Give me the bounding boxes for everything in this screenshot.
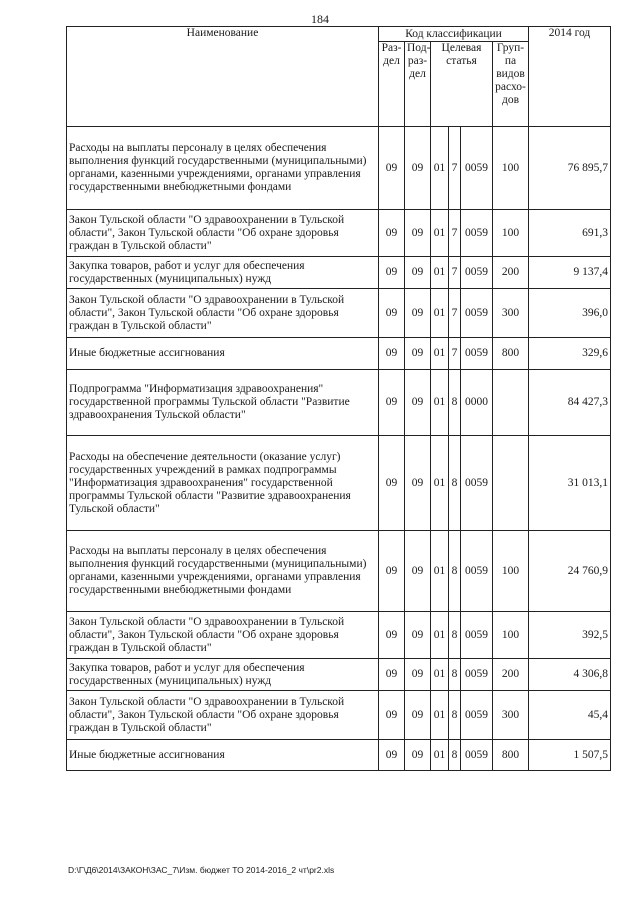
table-row — [67, 659, 611, 691]
row-razdel: 09 — [379, 257, 405, 289]
row-expense-type: 100 — [493, 531, 529, 612]
row-target-part3: 0059 — [461, 691, 493, 740]
row-target-part2: 8 — [449, 370, 461, 436]
row-amount: 76 895,7 — [529, 127, 611, 210]
row-target-part1: 01 — [431, 338, 449, 370]
row-target-part2: 7 — [449, 289, 461, 338]
row-target-part3: 0059 — [461, 257, 493, 289]
table-row — [67, 691, 611, 740]
row-amount: 24 760,9 — [529, 531, 611, 612]
row-podrazdel: 09 — [405, 338, 431, 370]
row-target-part3: 0059 — [461, 659, 493, 691]
row-amount: 691,3 — [529, 210, 611, 257]
row-amount: 45,4 — [529, 691, 611, 740]
row-podrazdel: 09 — [405, 370, 431, 436]
row-target-part1: 01 — [431, 531, 449, 612]
row-podrazdel: 09 — [405, 436, 431, 531]
row-podrazdel: 09 — [405, 210, 431, 257]
row-razdel: 09 — [379, 612, 405, 659]
row-target-part2: 8 — [449, 659, 461, 691]
row-name: Расходы на обеспечение деятельности (оказание услуг) государственных учреждений в рамках подпрограммы "Информатизация здравоохранения" государственной программы Тульской области "Развитие здравоохранения Тульской области" — [67, 436, 379, 531]
row-target-part3: 0059 — [461, 127, 493, 210]
row-podrazdel: 09 — [405, 531, 431, 612]
row-razdel: 09 — [379, 659, 405, 691]
row-expense-type: 100 — [493, 210, 529, 257]
header-expense-group: Груп-па видов расхо-дов — [493, 42, 529, 127]
row-target-part2: 7 — [449, 257, 461, 289]
row-target-part2: 8 — [449, 691, 461, 740]
row-target-part1: 01 — [431, 127, 449, 210]
row-target-part1: 01 — [431, 257, 449, 289]
row-target-part3: 0059 — [461, 740, 493, 771]
row-name: Закон Тульской области "О здравоохранении в Тульской области", Закон Тульской области "Об охране здоровья граждан в Тульской области" — [67, 289, 379, 338]
row-name: Закупка товаров, работ и услуг для обеспечения государственных (муниципальных) нужд — [67, 659, 379, 691]
row-podrazdel: 09 — [405, 289, 431, 338]
row-name: Подпрограмма "Информатизация здравоохранения" государственной программы Тульской области "Развитие здравоохранения Тульской области" — [67, 370, 379, 436]
row-expense-type: 100 — [493, 127, 529, 210]
row-target-part1: 01 — [431, 436, 449, 531]
row-amount: 31 013,1 — [529, 436, 611, 531]
row-name: Иные бюджетные ассигнования — [67, 740, 379, 771]
row-razdel: 09 — [379, 531, 405, 612]
row-expense-type: 100 — [493, 612, 529, 659]
row-expense-type — [493, 436, 529, 531]
row-razdel: 09 — [379, 338, 405, 370]
table-row — [67, 257, 611, 289]
row-target-part1: 01 — [431, 740, 449, 771]
footer-file-path: D:\Г\Д6\2014\ЗАКОН\ЗАС_7\Изм. бюджет ТО 2014-2016_2 чт\pr2.xls — [68, 865, 335, 875]
row-razdel: 09 — [379, 289, 405, 338]
header-year: 2014 год — [529, 27, 611, 127]
table-row — [67, 210, 611, 257]
row-target-part1: 01 — [431, 691, 449, 740]
header-section: Раз-дел — [379, 42, 405, 127]
row-target-part3: 0059 — [461, 289, 493, 338]
row-target-part2: 8 — [449, 740, 461, 771]
row-razdel: 09 — [379, 740, 405, 771]
row-target-part1: 01 — [431, 370, 449, 436]
row-amount: 1 507,5 — [529, 740, 611, 771]
header-classification-code: Код классификации — [379, 27, 529, 42]
row-expense-type: 300 — [493, 289, 529, 338]
row-expense-type: 200 — [493, 659, 529, 691]
row-target-part2: 7 — [449, 210, 461, 257]
row-amount: 396,0 — [529, 289, 611, 338]
row-target-part3: 0059 — [461, 436, 493, 531]
header-name: Наименование — [67, 27, 379, 127]
row-expense-type: 800 — [493, 338, 529, 370]
row-name: Расходы на выплаты персоналу в целях обеспечения выполнения функций государственными (муниципальными) органами, казенными учреждениями, органами управления государственными внебюджетными фондами — [67, 127, 379, 210]
row-amount: 84 427,3 — [529, 370, 611, 436]
row-podrazdel: 09 — [405, 659, 431, 691]
row-target-part3: 0059 — [461, 531, 493, 612]
row-target-part3: 0059 — [461, 210, 493, 257]
row-target-part3: 0059 — [461, 612, 493, 659]
row-target-part1: 01 — [431, 289, 449, 338]
row-name: Закон Тульской области "О здравоохранении в Тульской области", Закон Тульской области "Об охране здоровья граждан в Тульской области" — [67, 691, 379, 740]
row-target-part1: 01 — [431, 210, 449, 257]
row-target-part1: 01 — [431, 612, 449, 659]
row-razdel: 09 — [379, 370, 405, 436]
row-razdel: 09 — [379, 691, 405, 740]
row-expense-type: 200 — [493, 257, 529, 289]
header-target-article: Целевая статья — [431, 42, 493, 127]
row-razdel: 09 — [379, 436, 405, 531]
row-expense-type: 800 — [493, 740, 529, 771]
row-expense-type: 300 — [493, 691, 529, 740]
row-target-part3: 0059 — [461, 338, 493, 370]
row-amount: 9 137,4 — [529, 257, 611, 289]
page-number: 184 — [311, 12, 329, 26]
row-podrazdel: 09 — [405, 612, 431, 659]
row-target-part3: 0000 — [461, 370, 493, 436]
row-name: Расходы на выплаты персоналу в целях обеспечения выполнения функций государственными (муниципальными) органами, казенными учреждениями, органами управления государственными внебюджетными фондами — [67, 531, 379, 612]
row-name: Иные бюджетные ассигнования — [67, 338, 379, 370]
table-row — [67, 289, 611, 338]
row-amount: 329,6 — [529, 338, 611, 370]
row-target-part2: 7 — [449, 127, 461, 210]
row-amount: 392,5 — [529, 612, 611, 659]
row-target-part2: 8 — [449, 531, 461, 612]
table-row — [67, 436, 611, 531]
row-name: Закупка товаров, работ и услуг для обеспечения государственных (муниципальных) нужд — [67, 257, 379, 289]
row-target-part2: 7 — [449, 338, 461, 370]
budget-table — [66, 26, 611, 771]
row-name: Закон Тульской области "О здравоохранении в Тульской области", Закон Тульской области "Об охране здоровья граждан в Тульской области" — [67, 210, 379, 257]
row-podrazdel: 09 — [405, 257, 431, 289]
row-name: Закон Тульской области "О здравоохранении в Тульской области", Закон Тульской области "Об охране здоровья граждан в Тульской области" — [67, 612, 379, 659]
header-subsection: Под-раз-дел — [405, 42, 431, 127]
row-expense-type — [493, 370, 529, 436]
table-row — [67, 740, 611, 771]
row-razdel: 09 — [379, 210, 405, 257]
row-podrazdel: 09 — [405, 691, 431, 740]
row-razdel: 09 — [379, 127, 405, 210]
row-target-part2: 8 — [449, 612, 461, 659]
table-row — [67, 127, 611, 210]
table-row — [67, 531, 611, 612]
row-podrazdel: 09 — [405, 740, 431, 771]
table-row — [67, 370, 611, 436]
row-amount: 4 306,8 — [529, 659, 611, 691]
table-row — [67, 338, 611, 370]
table-row — [67, 612, 611, 659]
row-target-part1: 01 — [431, 659, 449, 691]
row-target-part2: 8 — [449, 436, 461, 531]
row-podrazdel: 09 — [405, 127, 431, 210]
